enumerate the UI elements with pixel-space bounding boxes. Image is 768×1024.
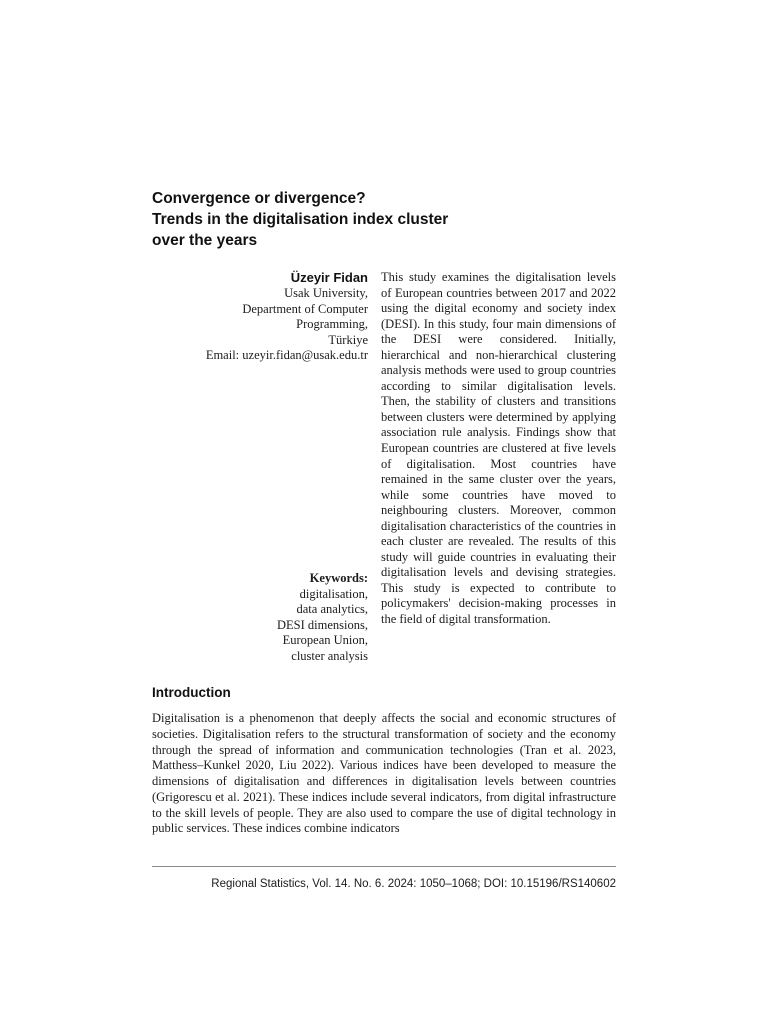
keyword-item: cluster analysis bbox=[291, 648, 368, 663]
keyword-item: European Union, bbox=[282, 633, 368, 648]
keywords-block bbox=[150, 571, 368, 665]
title-line: Trends in the digitalisation index cluster bbox=[152, 211, 449, 228]
footer-citation: Regional Statistics, Vol. 14. No. 6. 2024: 1050–1068; DOI: 10.15196/RS140602 bbox=[211, 878, 616, 890]
keyword-item: digitalisation, bbox=[299, 586, 368, 601]
author-block bbox=[150, 269, 368, 364]
footer-divider bbox=[152, 866, 616, 867]
article-title bbox=[152, 188, 572, 251]
author-email[interactable]: Email: uzeyir.fidan@usak.edu.tr bbox=[205, 348, 368, 363]
affiliation-line: Department of Computer bbox=[242, 301, 368, 316]
keyword-item: DESI dimensions, bbox=[277, 617, 368, 632]
abstract: This study examines the digitalisation levels of European countries between 2017 and 2022 using the digital economy and society index (DESI). In this study, four main dimensions of the DESI were considered. Initially, hierarchical and non-hierarchical clustering analysis methods were used to group countries according to similar digitalisation levels. Then, the stability of clusters and transitions between clusters were determined by applying association rule analysis. Findings show that European countries are clustered at five levels of digitalisation. Most countries have remained in the same cluster over the years, while some countries have moved to neighbouring clusters. Moreover, common digitalisation characteristics of the countries in each cluster are revealed. The results of this study will guide countries in evaluating their digitalisation levels and devising strategies. This study is expected to contribute to policymakers' decision-making processes in the field of digital transformation. bbox=[381, 270, 616, 627]
affiliation-line: Usak University, bbox=[284, 286, 368, 300]
title-line: Convergence or divergence? bbox=[152, 190, 366, 207]
title-line: over the years bbox=[152, 232, 258, 249]
author-name: Üzeyir Fidan bbox=[290, 270, 368, 285]
affiliation-line: Türkiye bbox=[328, 332, 368, 347]
introduction-paragraph: Digitalisation is a phenomenon that deeply affects the social and economic structures of societies. Digitalisation refers to the structural transformation of society and the economy through the spread of information and communication technologies (Tran et al. 2023, Matthess–Kunkel 2020, Liu 2022). Various indices have been developed to measure the dimensions of digitalisation and differences in digitalisation levels between countries (Grigorescu et al. 2021). These indices include several indicators, from digital infrastructure to the skill levels of people. They are also used to compare the use of digital technology in public services. These indices combine indicators bbox=[152, 711, 616, 836]
keywords-label: Keywords: bbox=[309, 571, 368, 585]
affiliation-line: Programming, bbox=[296, 317, 368, 332]
keyword-item: data analytics, bbox=[296, 602, 368, 617]
section-heading-introduction: Introduction bbox=[152, 685, 231, 700]
